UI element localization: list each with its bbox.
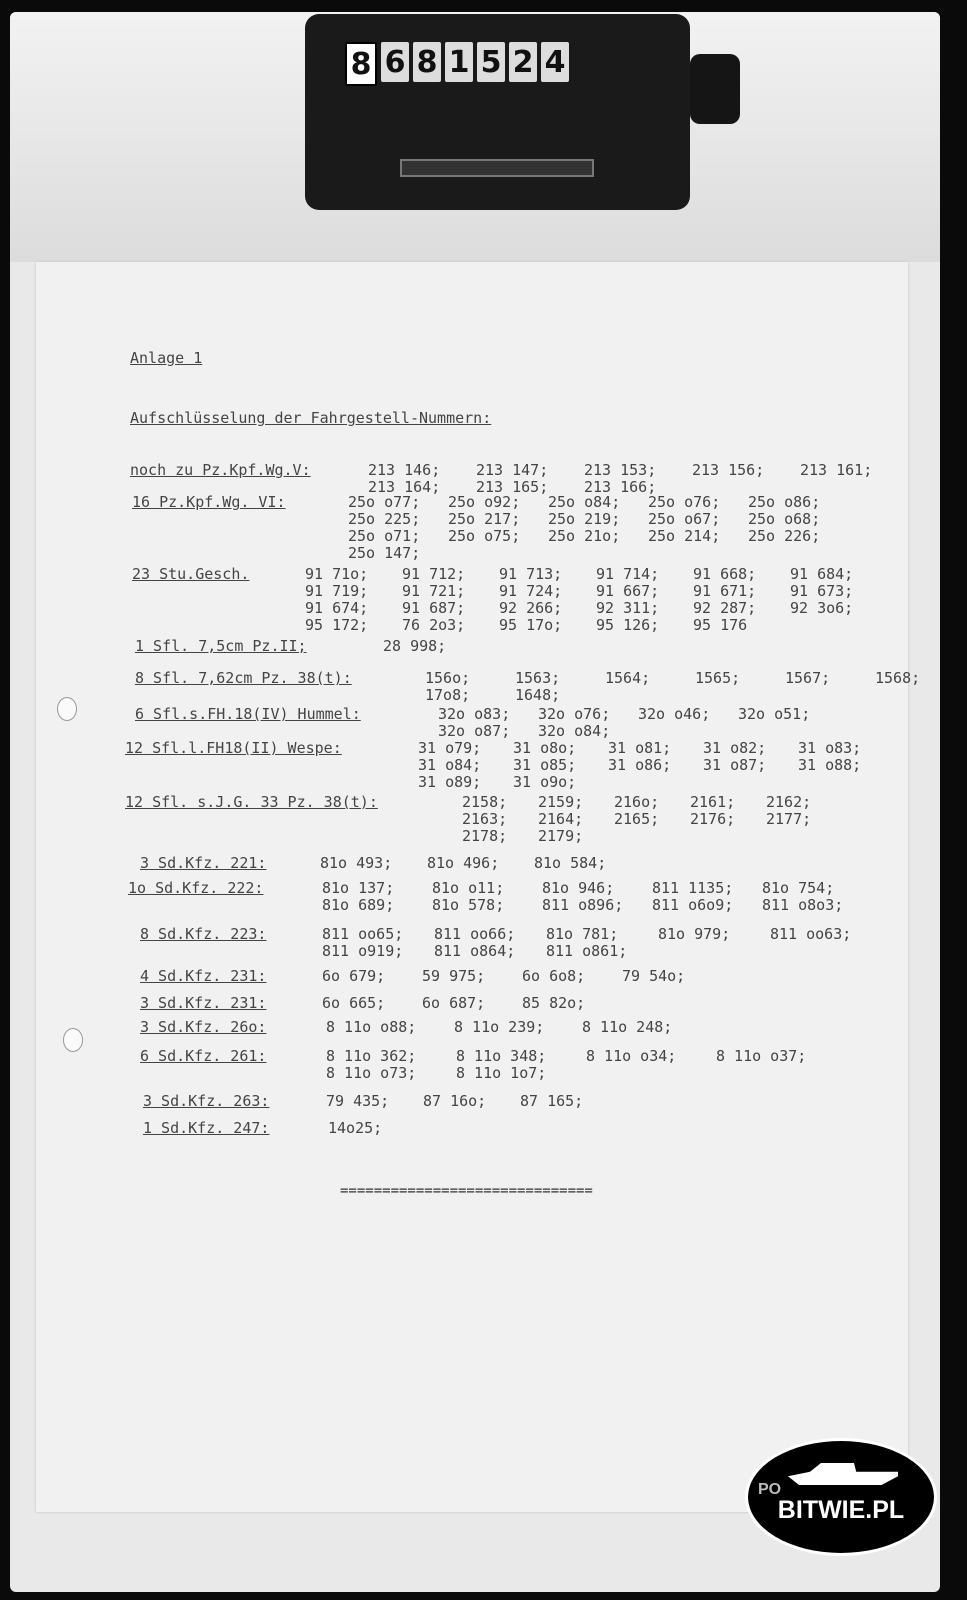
chassis-number: 25o o67; (648, 510, 721, 528)
chassis-number: 25o o77; (348, 493, 421, 511)
chassis-number: 79 435; (326, 1092, 390, 1110)
logo-text: BITWIE.PL (777, 1496, 905, 1524)
chassis-number: 1568; (875, 669, 921, 687)
chassis-number: 81o 584; (534, 854, 607, 872)
chassis-number: 213 165; (476, 478, 549, 496)
vehicle-label: 1 Sfl. 7,5cm Pz.II; (135, 637, 307, 655)
chassis-number: 31 o85; (513, 756, 577, 774)
chassis-number: 32o o83; (438, 705, 511, 723)
chassis-number: 25o o76; (648, 493, 721, 511)
chassis-number: 8 11o 239; (454, 1018, 545, 1036)
chassis-number: 216o; (614, 793, 660, 811)
chassis-number: 25o 214; (648, 527, 721, 545)
chassis-number: 31 o9o; (513, 773, 577, 791)
chassis-number: 91 71o; (305, 565, 369, 583)
chassis-number: 95 126; (596, 616, 660, 634)
chassis-number: 81o o11; (432, 879, 505, 897)
chassis-number: 95 176 (693, 616, 748, 634)
chassis-number: 91 668; (693, 565, 757, 583)
chassis-number: 31 o79; (418, 739, 482, 757)
chassis-number: 6o 687; (422, 994, 486, 1012)
chassis-number: 81o 689; (322, 896, 395, 914)
chassis-number: 6o 665; (322, 994, 386, 1012)
chassis-number: 25o 219; (548, 510, 621, 528)
chassis-number: 31 o83; (798, 739, 862, 757)
chassis-number: 32o o84; (538, 722, 611, 740)
vehicle-label: 8 Sfl. 7,62cm Pz. 38(t): (135, 669, 352, 687)
chassis-number: 81o 137; (322, 879, 395, 897)
vehicle-label: 8 Sd.Kfz. 223: (140, 925, 267, 943)
chassis-number: 213 161; (800, 461, 873, 479)
vehicle-label: 23 Stu.Gesch. (132, 565, 250, 583)
chassis-number: 811 o896; (542, 896, 624, 914)
chassis-number: 811 oo63; (770, 925, 852, 943)
chassis-number: 85 82o; (522, 994, 586, 1012)
chassis-number: 25o 226; (748, 527, 821, 545)
chassis-number: 92 266; (499, 599, 563, 617)
counter-slot (400, 159, 594, 177)
chassis-number: 8 11o o37; (716, 1047, 807, 1065)
chassis-number: 811 o861; (546, 942, 628, 960)
chassis-number: 31 o81; (608, 739, 672, 757)
chassis-number: 31 o89; (418, 773, 482, 791)
watermark-logo (745, 1438, 937, 1556)
chassis-number: 95 172; (305, 616, 369, 634)
chassis-number: 2159; (538, 793, 584, 811)
chassis-number: 811 o864; (434, 942, 516, 960)
chassis-number: 8 11o o88; (326, 1018, 417, 1036)
vehicle-label: noch zu Pz.Kpf.Wg.V: (130, 461, 311, 479)
chassis-number: 59 975; (422, 967, 486, 985)
chassis-number: 31 o88; (798, 756, 862, 774)
vehicle-label: 6 Sfl.s.FH.18(IV) Hummel: (135, 705, 361, 723)
vehicle-label: 12 Sfl.l.FH18(II) Wespe: (125, 739, 342, 757)
chassis-number: 213 147; (476, 461, 549, 479)
chassis-number: 1563; (515, 669, 561, 687)
tank-icon (788, 1463, 898, 1485)
chassis-number: 32o o46; (638, 705, 711, 723)
chassis-number: 91 674; (305, 599, 369, 617)
chassis-number: 81o 493; (320, 854, 393, 872)
chassis-number: 25o 147; (348, 544, 421, 562)
chassis-number: 25o o75; (448, 527, 521, 545)
counter-knob (690, 54, 740, 124)
counter-digit: 8 (345, 42, 377, 86)
logo-prefix: PO (758, 1481, 782, 1498)
chassis-number: 1648; (515, 686, 561, 704)
chassis-number: 92 311; (596, 599, 660, 617)
chassis-number: 81o 754; (762, 879, 835, 897)
chassis-number: 91 712; (402, 565, 466, 583)
separator-line: ============================== (340, 1183, 593, 1199)
chassis-number: 14o25; (328, 1119, 383, 1137)
chassis-number: 811 oo66; (434, 925, 516, 943)
chassis-number: 91 724; (499, 582, 563, 600)
chassis-number: 213 166; (584, 478, 657, 496)
chassis-number: 91 714; (596, 565, 660, 583)
vehicle-label: 3 Sd.Kfz. 221: (140, 854, 267, 872)
chassis-number: 2162; (766, 793, 812, 811)
chassis-number: 81o 496; (427, 854, 500, 872)
chassis-number: 2164; (538, 810, 584, 828)
chassis-number: 2161; (690, 793, 736, 811)
chassis-number: 91 684; (790, 565, 854, 583)
vehicle-label: 16 Pz.Kpf.Wg. VI: (132, 493, 286, 511)
chassis-number: 91 687; (402, 599, 466, 617)
chassis-number: 79 54o; (622, 967, 686, 985)
chassis-number: 31 o82; (703, 739, 767, 757)
chassis-number: 213 153; (584, 461, 657, 479)
chassis-number: 25o 225; (348, 510, 421, 528)
chassis-number: 2177; (766, 810, 812, 828)
vehicle-label: 1o Sd.Kfz. 222: (128, 879, 264, 897)
chassis-number: 811 1135; (652, 879, 734, 897)
chassis-number: 81o 946; (542, 879, 615, 897)
chassis-number: 2163; (462, 810, 508, 828)
vehicle-label: 1 Sd.Kfz. 247: (143, 1119, 270, 1137)
chassis-number: 213 156; (692, 461, 765, 479)
chassis-number: 91 667; (596, 582, 660, 600)
chassis-number: 91 671; (693, 582, 757, 600)
chassis-number: 811 o6o9; (652, 896, 734, 914)
chassis-number: 32o o76; (538, 705, 611, 723)
chassis-number: 91 721; (402, 582, 466, 600)
chassis-number: 25o o84; (548, 493, 621, 511)
document-subheading: Aufschlüsselung der Fahrgestell-Nummern: (130, 409, 492, 427)
chassis-number: 31 o87; (703, 756, 767, 774)
chassis-number: 8 11o o34; (586, 1047, 677, 1065)
chassis-number: 91 719; (305, 582, 369, 600)
chassis-number: 8 11o 362; (326, 1047, 417, 1065)
counter-digit: 1 (445, 42, 473, 82)
chassis-number: 25o 21o; (548, 527, 621, 545)
chassis-number: 28 998; (383, 637, 447, 655)
chassis-number: 76 2o3; (402, 616, 466, 634)
chassis-number: 87 16o; (423, 1092, 487, 1110)
chassis-number: 8 11o 248; (582, 1018, 673, 1036)
chassis-number: 8 11o o73; (326, 1064, 417, 1082)
chassis-number: 25o o68; (748, 510, 821, 528)
chassis-number: 25o o71; (348, 527, 421, 545)
chassis-number: 2179; (538, 827, 584, 845)
counter-digit: 6 (381, 42, 409, 82)
counter-digits (345, 42, 569, 86)
chassis-number: 32o o51; (738, 705, 811, 723)
punch-hole (57, 697, 77, 721)
chassis-number: 2158; (462, 793, 508, 811)
vehicle-label: 3 Sd.Kfz. 231: (140, 994, 267, 1012)
chassis-number: 31 o84; (418, 756, 482, 774)
chassis-number: 213 164; (368, 478, 441, 496)
counter-digit: 5 (477, 42, 505, 82)
chassis-number: 17o8; (425, 686, 471, 704)
chassis-number: 6o 679; (322, 967, 386, 985)
archive-counter-device (305, 14, 690, 210)
chassis-number: 1565; (695, 669, 741, 687)
counter-digit: 4 (541, 42, 569, 82)
chassis-number: 87 165; (520, 1092, 584, 1110)
counter-digit: 2 (509, 42, 537, 82)
punch-hole (63, 1028, 83, 1052)
chassis-number: 156o; (425, 669, 471, 687)
chassis-number: 31 o86; (608, 756, 672, 774)
chassis-number: 31 o8o; (513, 739, 577, 757)
document-heading: Anlage 1 (130, 349, 203, 367)
chassis-number: 25o o92; (448, 493, 521, 511)
chassis-number: 6o 6o8; (522, 967, 586, 985)
chassis-number: 25o o86; (748, 493, 821, 511)
chassis-number: 811 o8o3; (762, 896, 844, 914)
chassis-number: 1567; (785, 669, 831, 687)
chassis-number: 8 11o 348; (456, 1047, 547, 1065)
vehicle-label: 4 Sd.Kfz. 231: (140, 967, 267, 985)
chassis-number: 2178; (462, 827, 508, 845)
vehicle-label: 6 Sd.Kfz. 261: (140, 1047, 267, 1065)
chassis-number: 2176; (690, 810, 736, 828)
counter-digit: 8 (413, 42, 441, 82)
chassis-number: 1564; (605, 669, 651, 687)
chassis-number: 81o 979; (658, 925, 731, 943)
chassis-number: 91 713; (499, 565, 563, 583)
chassis-number: 32o o87; (438, 722, 511, 740)
vehicle-label: 3 Sd.Kfz. 263: (143, 1092, 270, 1110)
chassis-number: 81o 781; (546, 925, 619, 943)
chassis-number: 95 17o; (499, 616, 563, 634)
vehicle-label: 3 Sd.Kfz. 26o: (140, 1018, 267, 1036)
vehicle-label: 12 Sfl. s.J.G. 33 Pz. 38(t): (125, 793, 378, 811)
chassis-number: 81o 578; (432, 896, 505, 914)
chassis-number: 8 11o 1o7; (456, 1064, 547, 1082)
chassis-number: 811 oo65; (322, 925, 404, 943)
chassis-number: 213 146; (368, 461, 441, 479)
chassis-number: 92 3o6; (790, 599, 854, 617)
chassis-number: 2165; (614, 810, 660, 828)
chassis-number: 25o 217; (448, 510, 521, 528)
chassis-number: 811 o919; (322, 942, 404, 960)
chassis-number: 92 287; (693, 599, 757, 617)
chassis-number: 91 673; (790, 582, 854, 600)
